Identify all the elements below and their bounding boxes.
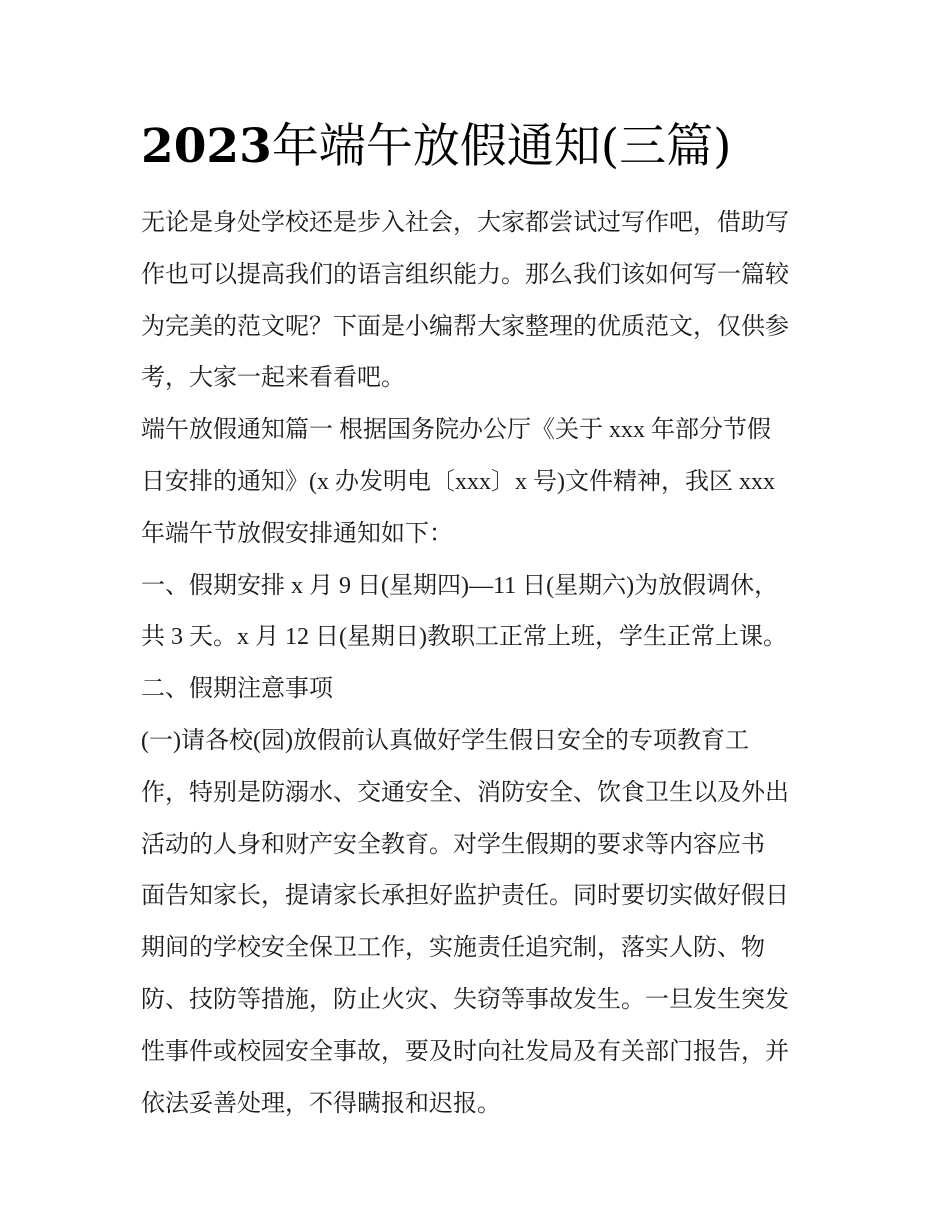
- text-line: 性事件或校园安全事故，要及时向社发局及有关部门报告，并: [141, 1038, 789, 1065]
- text-line: 作，特别是防溺水、交通安全、消防安全、饮食卫生以及外出: [141, 779, 789, 806]
- text-line: 活动的人身和财产安全教育。对学生假期的要求等内容应书: [141, 831, 765, 858]
- title-year: 2023: [141, 119, 272, 174]
- text-line: 一、假期安排 x 月 9 日(星期四)—11 日(星期六)为放假调休，: [141, 572, 779, 599]
- body-text: [141, 198, 821, 1130]
- text-line: 端午放假通知篇一 根据国务院办公厅《关于 xxx 年部分节假: [141, 417, 771, 444]
- text-line: 依法妥善处理，不得瞒报和迟报。: [141, 1090, 501, 1117]
- text-line: 日安排的通知》(x 办发明电〔xxx〕x 号)文件精神，我区 xxx: [141, 468, 775, 495]
- text-line: (一)请各校(园)放假前认真做好学生假日安全的专项教育工: [141, 727, 749, 754]
- title-text: 年端午放假通知(三篇): [271, 119, 732, 174]
- text-line: 防、技防等措施，防止火灾、失窃等事故发生。一旦发生突发: [141, 986, 789, 1013]
- text-line: 期间的学校安全保卫工作，实施责任追究制，落实人防、物: [141, 935, 765, 962]
- text-line: 年端午节放假安排通知如下：: [141, 520, 453, 547]
- text-line: 二、假期注意事项: [141, 676, 333, 703]
- text-line: 考，大家一起来看看吧。: [141, 365, 405, 392]
- text-line: 面告知家长，提请家长承担好监护责任。同时要切实做好假日: [141, 883, 789, 910]
- text-line: 为完美的范文呢？下面是小编帮大家整理的优质范文，仅供参: [141, 313, 789, 340]
- text-line: 共 3 天。x 月 12 日(星期日)教职工正常上班，学生正常上课。: [141, 624, 787, 651]
- text-line: 作也可以提高我们的语言组织能力。那么我们该如何写一篇较: [141, 261, 789, 288]
- text-line: 无论是身处学校还是步入社会，大家都尝试过写作吧，借助写: [141, 210, 789, 236]
- page-title: [141, 116, 732, 178]
